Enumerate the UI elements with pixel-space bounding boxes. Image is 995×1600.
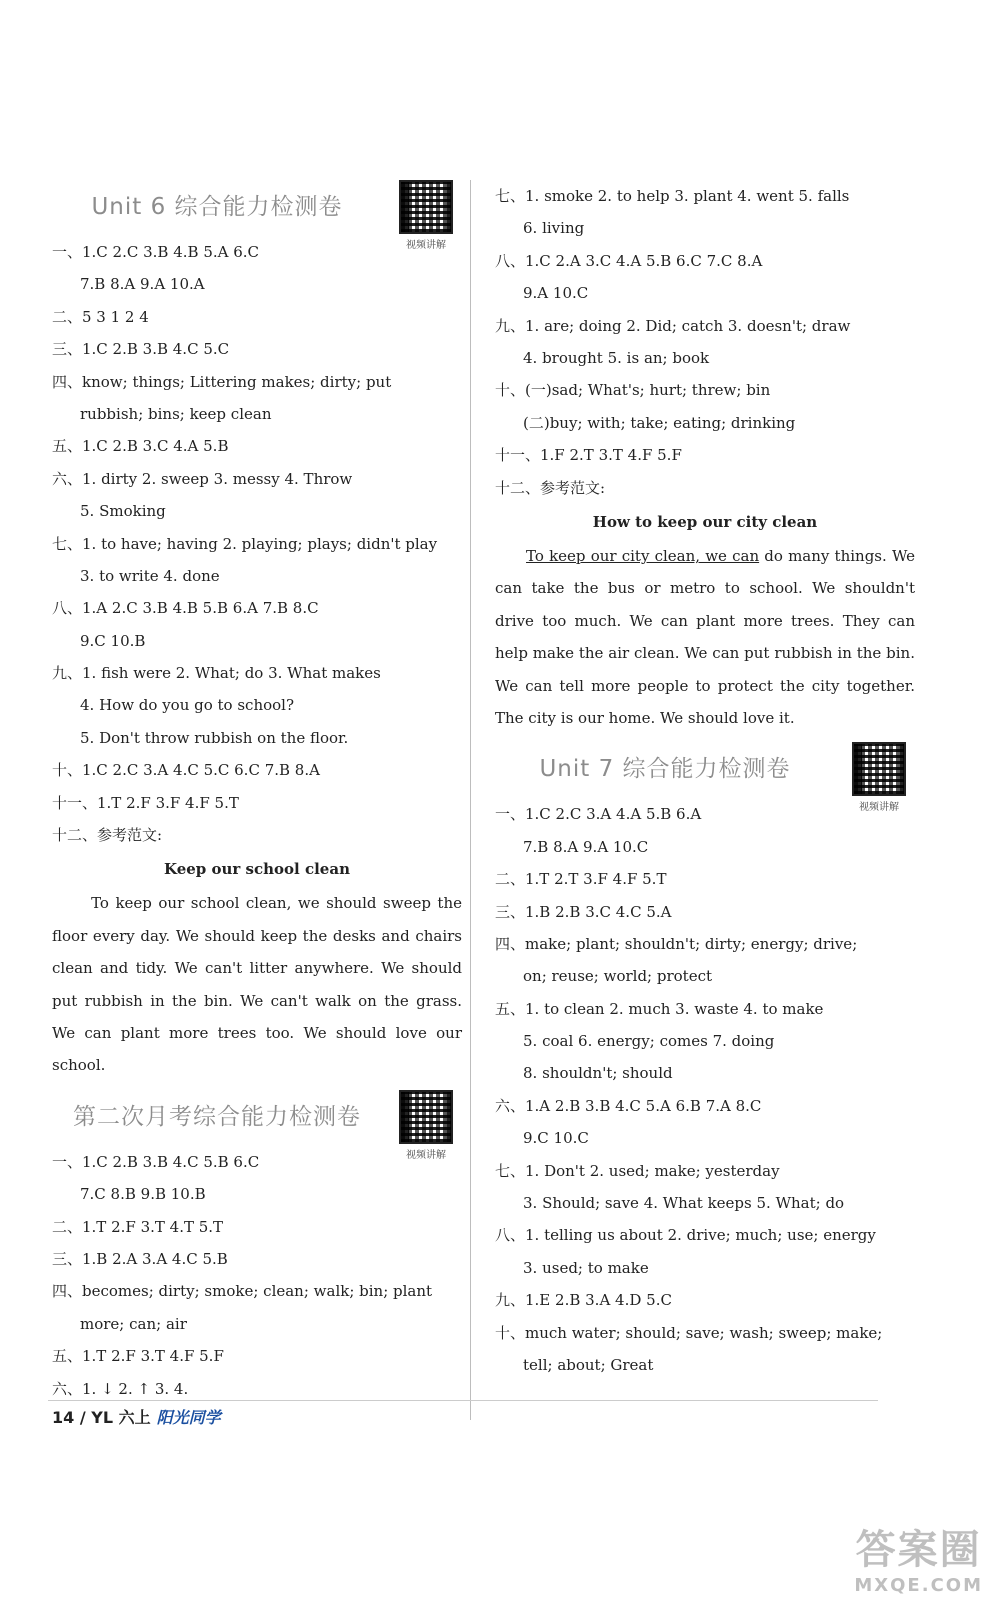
- qr-code-icon: [852, 742, 906, 796]
- answer-line: 3. Should; save 4. What keeps 5. What; do: [523, 1194, 845, 1213]
- answer-line: (二)buy; with; take; eating; drinking: [523, 413, 796, 432]
- answer-line: 十一、1.T 2.F 3.F 4.F 5.T: [52, 793, 239, 812]
- month2-heading: [52, 1090, 462, 1161]
- answer-line: 九、1. are; doing 2. Did; catch 3. doesn't; draw: [495, 316, 851, 335]
- qr-caption: 视频讲解: [406, 240, 446, 251]
- essay1-text: To keep our school clean, we should sweep the floor every day. We should keep the desks and chairs clean and tidy. We can't litter anywhere. We should put rubbish in the bin. We can't walk on the grass. We can plant more trees too. We should love our school.: [52, 894, 463, 1075]
- qr-code-unit7[interactable]: [849, 742, 909, 813]
- page-footer: [52, 1405, 221, 1428]
- answer-line: 七、1. smoke 2. to help 3. plant 4. went 5. falls: [495, 187, 850, 205]
- answer-line: 一、1.C 2.C 3.B 4.B 5.A 6.C: [52, 243, 260, 261]
- essay1-title: Keep our school clean: [164, 860, 350, 879]
- unit6-answers: [52, 236, 462, 851]
- qr-code-unit6[interactable]: [396, 180, 456, 251]
- essay2-body: [495, 540, 915, 734]
- qr-caption: 视频讲解: [859, 802, 899, 814]
- answer-line: more; can; air: [80, 1314, 187, 1333]
- unit7-answers: [495, 798, 915, 1381]
- answer-line: 十、(一)sad; What's; hurt; threw; bin: [495, 381, 771, 400]
- essay2-text: do many things. We can take the bus or metro to school. We shouldn't drive too much. We can plant more trees. They can help make the air clean. We can put rubbish in the bin. We can tell more people to protect the city together. The city is our home. We should love it.: [495, 546, 916, 727]
- answer-line: 三、1.B 2.B 3.C 4.C 5.A: [495, 902, 672, 921]
- answer-line: 5. coal 6. energy; comes 7. doing: [523, 1032, 775, 1051]
- answer-line: 9.C 10.B: [80, 631, 146, 650]
- brand-logo: 阳光同学: [156, 1408, 221, 1427]
- answer-line: 五、1.C 2.B 3.C 4.A 5.B: [52, 437, 229, 456]
- answer-line: 五、1.T 2.F 3.T 4.F 5.F: [52, 1347, 224, 1366]
- answer-line: 4. brought 5. is an; book: [523, 348, 710, 367]
- answer-line: 七、1. to have; having 2. playing; plays; didn't play: [52, 534, 438, 553]
- answer-line: 十、much water; should; save; wash; sweep; make;: [495, 1323, 883, 1342]
- unit7-title: Unit 7 综合能力检测卷: [539, 756, 791, 783]
- answer-line: 6. living: [523, 219, 585, 238]
- answer-line: 7.C 8.B 9.B 10.B: [80, 1185, 206, 1204]
- answer-line: 4. How do you go to school?: [80, 696, 295, 715]
- answer-line: on; reuse; world; protect: [523, 967, 713, 986]
- answer-line: 一、1.C 2.C 3.A 4.A 5.B 6.A: [495, 805, 702, 824]
- answer-line: 四、know; things; Littering makes; dirty; put: [52, 372, 392, 391]
- answer-line: 六、1. ↓ 2. ↑ 3. 4.: [52, 1379, 189, 1398]
- answer-line: 9.C 10.C: [523, 1129, 589, 1148]
- answer-line: tell; about; Great: [523, 1355, 654, 1374]
- answer-line: 3. used; to make: [523, 1258, 649, 1277]
- qr-code-icon: [399, 1090, 453, 1144]
- answer-line: 9.A 10.C: [523, 284, 589, 303]
- answer-line: 七、1. Don't 2. used; make; yesterday: [495, 1161, 780, 1180]
- answer-line: rubbish; bins; keep clean: [80, 404, 272, 423]
- answer-line: 十二、参考范文:: [52, 826, 163, 845]
- page-number: 14 / YL 六上: [52, 1408, 151, 1427]
- qr-code-icon: [399, 180, 453, 234]
- answer-line: 三、1.C 2.B 3.B 4.C 5.C: [52, 340, 230, 359]
- answer-line: 四、becomes; dirty; smoke; clean; walk; bin; plant: [52, 1282, 433, 1301]
- answer-line: 7.B 8.A 9.A 10.C: [523, 837, 649, 856]
- answer-line: 5. Don't throw rubbish on the floor.: [80, 728, 349, 747]
- answer-line: 7.B 8.A 9.A 10.A: [80, 275, 205, 294]
- answer-line: 二、1.T 2.T 3.F 4.F 5.T: [495, 870, 667, 889]
- answer-line: 四、make; plant; shouldn't; dirty; energy; drive;: [495, 934, 858, 953]
- answer-line: 六、1. dirty 2. sweep 3. messy 4. Throw: [52, 469, 353, 488]
- essay2-title: How to keep our city clean: [592, 512, 818, 531]
- answer-line: 十、1.C 2.C 3.A 4.C 5.C 6.C 7.B 8.A: [52, 761, 320, 780]
- answer-line: 九、1.E 2.B 3.A 4.D 5.C: [495, 1291, 672, 1310]
- unit6-answers-continued: [495, 180, 915, 504]
- unit6-heading: [52, 180, 462, 251]
- answer-line: 二、5 3 1 2 4: [52, 307, 149, 326]
- answer-line: 八、1.A 2.C 3.B 4.B 5.B 6.A 7.B 8.C: [52, 599, 319, 618]
- answer-line: 五、1. to clean 2. much 3. waste 4. to make: [495, 999, 824, 1018]
- qr-caption: 视频讲解: [406, 1149, 446, 1161]
- answer-line: 八、1. telling us about 2. drive; much; use; energy: [495, 1226, 876, 1245]
- essay2-lead: To keep our city clean, we can: [526, 546, 760, 565]
- answer-line: 5. Smoking: [80, 502, 166, 521]
- unit6-title: Unit 6 综合能力检测卷: [91, 194, 343, 220]
- answer-line: 8. shouldn't; should: [523, 1064, 673, 1083]
- month2-answers: [52, 1146, 462, 1405]
- answer-line: 六、1.A 2.B 3.B 4.C 5.A 6.B 7.A 8.C: [495, 1096, 762, 1115]
- qr-code-month2[interactable]: [396, 1090, 456, 1161]
- right-column: [495, 180, 915, 1381]
- month2-title: 第二次月考综合能力检测卷: [73, 1103, 361, 1130]
- watermark-url: MXQE.COM: [854, 1575, 983, 1596]
- answer-line: 十二、参考范文:: [495, 478, 606, 497]
- answer-line: 3. to write 4. done: [80, 566, 220, 585]
- answer-line: 一、1.C 2.B 3.B 4.C 5.B 6.C: [52, 1152, 260, 1171]
- answer-line: 八、1.C 2.A 3.C 4.A 5.B 6.C 7.C 8.A: [495, 251, 763, 270]
- unit7-heading: [495, 742, 915, 814]
- answer-line: 三、1.B 2.A 3.A 4.C 5.B: [52, 1250, 228, 1269]
- column-divider: [470, 180, 471, 1420]
- watermark-logo: 答案圈: [855, 1527, 982, 1573]
- left-column: [52, 180, 462, 1405]
- site-watermark: [854, 1518, 983, 1596]
- answer-line: 二、1.T 2.F 3.T 4.T 5.T: [52, 1217, 224, 1236]
- answer-line: 十一、1.F 2.T 3.T 4.F 5.F: [495, 446, 682, 465]
- answer-line: 九、1. fish were 2. What; do 3. What makes: [52, 664, 381, 683]
- essay1-body: [52, 887, 462, 1081]
